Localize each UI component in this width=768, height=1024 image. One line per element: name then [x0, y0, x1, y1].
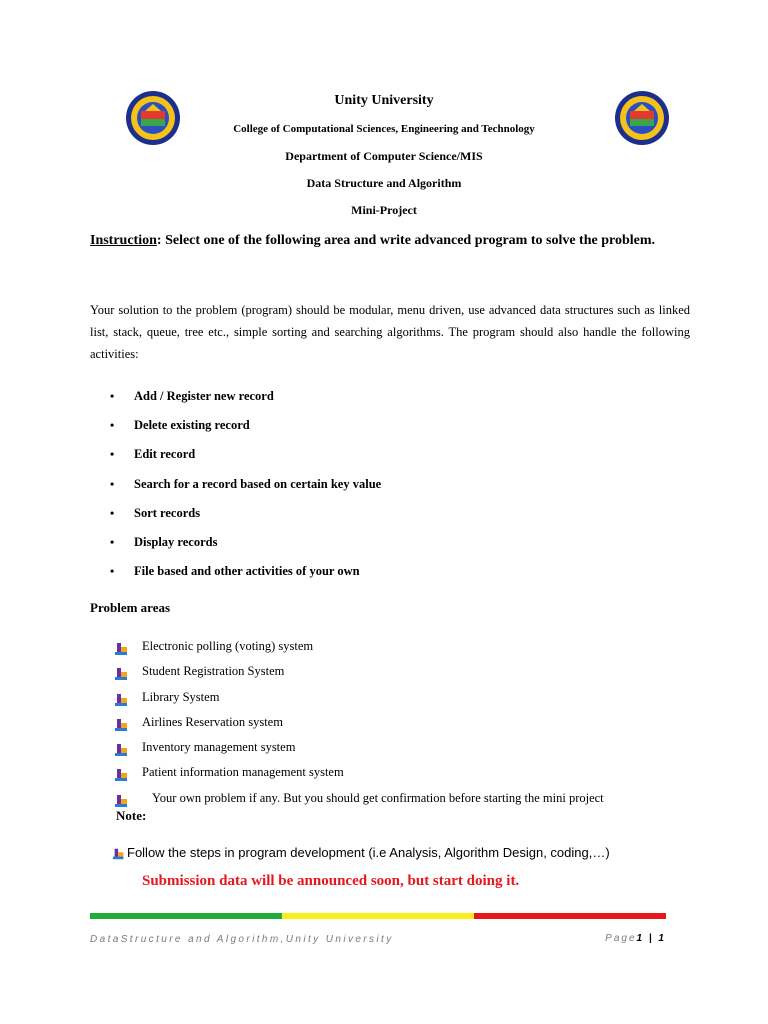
- bullet-icon: •: [110, 534, 115, 549]
- instruction-text: : Select one of the following area and write advanced program to solve the problem.: [156, 233, 656, 248]
- problem-area-item: Inventory management system: [114, 740, 714, 760]
- note-label: Note:: [116, 808, 147, 823]
- arrow-bullet-icon: [114, 767, 130, 783]
- problem-area-item: Library System: [114, 690, 714, 710]
- project-title: Mini-Project: [351, 203, 417, 217]
- arrow-bullet-icon: [114, 793, 130, 809]
- problem-area-item: Airlines Reservation system: [114, 715, 714, 735]
- arrow-bullet-icon: [114, 666, 130, 682]
- arrow-bullet-icon: [114, 641, 130, 657]
- page-number: 1 | 1: [636, 933, 666, 944]
- problem-area-item: Patient information management system: [114, 765, 714, 785]
- bullet-icon: •: [110, 418, 115, 433]
- bar-green: [90, 913, 282, 919]
- submission-notice: Submission data will be announced soon, but start doing it.: [142, 873, 520, 889]
- footer-page: [605, 933, 666, 944]
- problem-areas-heading: Problem areas: [90, 600, 171, 615]
- bullet-icon: •: [110, 476, 115, 491]
- arrow-bullet-icon: [112, 847, 126, 861]
- university-name: Unity University: [334, 93, 434, 108]
- note-text: Follow the steps in program development (i.e Analysis, Algorithm Design, coding,…): [127, 845, 610, 860]
- bullet-icon: •: [110, 389, 115, 403]
- instruction: [90, 228, 690, 254]
- tricolor-bar: [90, 913, 666, 919]
- page-label: Page: [605, 933, 637, 944]
- arrow-bullet-icon: [114, 692, 130, 708]
- problem-area-item: Your own problem if any. But you should get confirmation before starting the mini project: [114, 791, 714, 811]
- bullet-icon: •: [110, 505, 115, 520]
- arrow-bullet-icon: [114, 742, 130, 758]
- bar-red: [474, 913, 666, 919]
- problem-area-item: Student Registration System: [114, 664, 714, 684]
- department-name: Department of Computer Science/MIS: [285, 149, 483, 163]
- document-page: Unity University College of Computational Sciences, Engineering and Technology Department of Computer Science/MIS Data Structure and Algorithm Mini-Project Instruction: Select one of the following area and write advanced program to solve the problem. Your solution to the problem (program) should be modular, menu driven, use advanced data structures such as linked list, stack, queue, tree etc., simple sorting and searching algorithms. The program should also handle the following activities: • Add / Register new record • Delete existing record • Edit record • Search for a record based on certain key value • Sort records • Display records • File based and other activities of your own Problem areas Electronic polling (voting) system Student Registration System Library System Airlines Reservation system Inventory management system Patient information management system Your own problem if any. But you should get confirmation before starting the mini project Note: Follow the steps in program development (i.e Analysis, Algorithm Design, coding,…) Submission data will be announced soon, but start doing it. DataStructure and Algorithm,Unity University Page1 | 1: [0, 0, 768, 1024]
- college-name: College of Computational Sciences, Engineering and Technology: [233, 123, 535, 135]
- footer-left: DataStructure and Algorithm,Unity University: [90, 934, 394, 945]
- bullet-icon: •: [110, 447, 115, 462]
- problem-area-item: Electronic polling (voting) system: [114, 639, 714, 659]
- note-item: [112, 845, 610, 861]
- course-name: Data Structure and Algorithm: [306, 176, 462, 190]
- bullet-icon: •: [110, 564, 115, 579]
- bar-yellow: [282, 913, 474, 919]
- instruction-label: Instruction: [90, 233, 157, 248]
- intro-paragraph: Your solution to the problem (program) should be modular, menu driven, use advanced data structures such as linked list, stack, queue, tree etc., simple sorting and searching algorithms. The program should also handle the following activities:: [90, 303, 690, 361]
- arrow-bullet-icon: [114, 717, 130, 733]
